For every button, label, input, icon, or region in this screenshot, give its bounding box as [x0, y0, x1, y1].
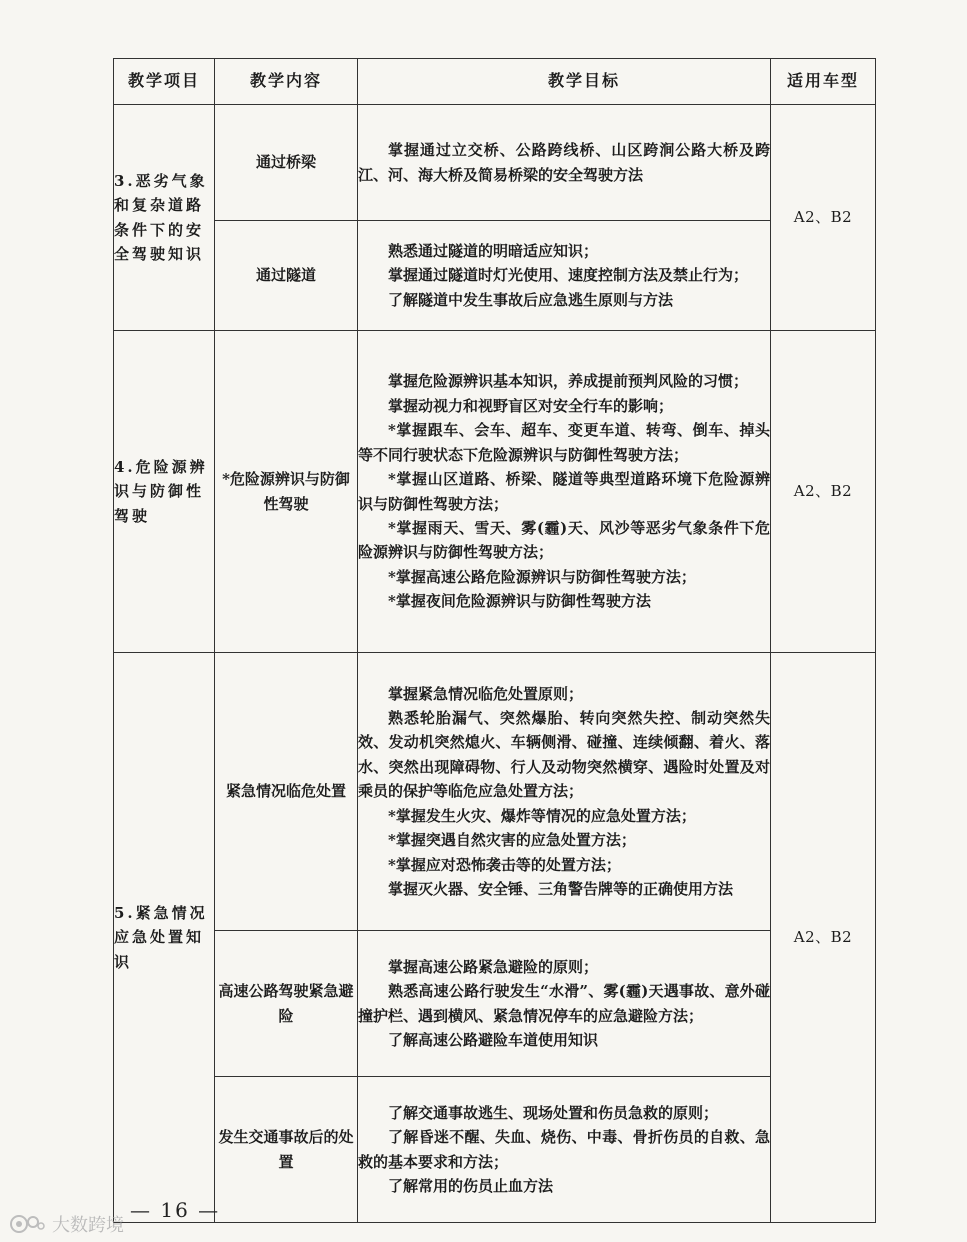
goal-item: 掌握紧急情况临危处置原则；: [388, 684, 584, 703]
watermark-text: 大数跨境: [52, 1215, 124, 1236]
table-row: [114, 931, 876, 1077]
table-header-row: [114, 59, 876, 105]
goals-cell: [358, 105, 771, 221]
goal-item: *掌握应对恐怖袭击等的处置方法；: [388, 855, 621, 874]
goal-item: *掌握山区道路、桥梁、隧道等典型道路环境下危险源辨识与防御性驾驶方法；: [358, 470, 770, 513]
goal-item: 掌握通过立交桥、公路跨线桥、山区跨涧公路大桥及跨江、河、海大桥及简易桥梁的安全驾驶方法: [358, 141, 770, 184]
goal-item: 熟悉轮胎漏气、突然爆胎、转向突然失控、制动突然失效、发动机突然熄火、车辆侧滑、碰撞、连续倾翻、着火、落水、突然出现障碍物、行人及动物突然横穿、遇险时处置及对乘员的保护等临危应急处置方法；: [358, 709, 770, 801]
goal-item: 掌握危险源辨识基本知识，养成提前预判风险的习惯；: [388, 372, 749, 391]
goals-cell: [358, 653, 771, 931]
header-vehicle: 适用车型: [771, 59, 876, 105]
table-row: [114, 1077, 876, 1223]
header-goals: 教学目标: [358, 59, 771, 105]
watermark-logo-icon: [8, 1213, 46, 1235]
goal-item: 了解交通事故逃生、现场处置和伤员急救的原则；: [388, 1103, 719, 1122]
content-cell: 发生交通事故后的处置: [215, 1077, 358, 1223]
header-project: 教学项目: [114, 59, 215, 105]
header-content: 教学内容: [215, 59, 358, 105]
content-cell: 通过桥梁: [215, 105, 358, 221]
content-cell: 通过隧道: [215, 221, 358, 331]
goal-item: *掌握发生火灾、爆炸等情况的应急处置方法；: [388, 806, 696, 825]
goal-item: 了解常用的伤员止血方法: [388, 1176, 554, 1195]
vehicle-cell: A2、B2: [771, 653, 876, 1223]
page-number: — 16 —: [130, 1198, 221, 1222]
table-row: [114, 331, 876, 653]
goal-item: 熟悉高速公路行驶发生“水滑”、雾(霾)天遇事故、意外碰撞护栏、遇到横风、紧急情况停车的应急避险方法；: [358, 982, 770, 1025]
goal-item: 掌握通过隧道时灯光使用、速度控制方法及禁止行为；: [388, 266, 749, 285]
goals-cell: [358, 221, 771, 331]
table-body: [114, 105, 876, 1223]
content-cell: *危险源辨识与防御性驾驶: [215, 331, 358, 653]
content-cell: 紧急情况临危处置: [215, 653, 358, 931]
goal-item: *掌握跟车、会车、超车、变更车道、转弯、倒车、掉头等不同行驶状态下危险源辨识与防御性驾驶方法；: [358, 421, 770, 464]
vehicle-cell: A2、B2: [771, 105, 876, 331]
goal-item: *掌握突遇自然灾害的应急处置方法；: [388, 831, 636, 850]
content-cell: 高速公路驾驶紧急避险: [215, 931, 358, 1077]
goal-item: *掌握雨天、雪天、雾(霾)天、风沙等恶劣气象条件下危险源辨识与防御性驾驶方法；: [358, 518, 770, 562]
goal-item: *掌握高速公路危险源辨识与防御性驾驶方法；: [388, 567, 696, 586]
watermark: [8, 1211, 124, 1237]
table-row: [114, 221, 876, 331]
syllabus-table: [113, 58, 876, 1223]
goal-item: 熟悉通过隧道的明暗适应知识；: [388, 241, 599, 260]
goal-item: 了解高速公路避险车道使用知识: [388, 1030, 599, 1049]
goals-cell: [358, 931, 771, 1077]
goal-item: 掌握高速公路紧急避险的原则；: [388, 957, 599, 976]
goals-cell: [358, 331, 771, 653]
goals-cell: [358, 1077, 771, 1223]
goal-item: 了解隧道中发生事故后应急逃生原则与方法: [388, 290, 674, 309]
goal-item: 掌握动视力和视野盲区对安全行车的影响；: [388, 396, 674, 415]
project-cell: 4.危险源辨识与防御性驾驶: [114, 331, 215, 653]
goal-item: 掌握灭火器、安全锤、三角警告牌等的正确使用方法: [388, 879, 734, 898]
table-row: [114, 105, 876, 221]
goal-item: 了解昏迷不醒、失血、烧伤、中毒、骨折伤员的自救、急救的基本要求和方法；: [358, 1128, 770, 1171]
project-cell: 3.恶劣气象和复杂道路条件下的安全驾驶知识: [114, 105, 215, 331]
project-cell: 5.紧急情况应急处置知识: [114, 653, 215, 1223]
vehicle-cell: A2、B2: [771, 331, 876, 653]
goal-item: *掌握夜间危险源辨识与防御性驾驶方法: [388, 592, 651, 611]
table-row: [114, 653, 876, 931]
